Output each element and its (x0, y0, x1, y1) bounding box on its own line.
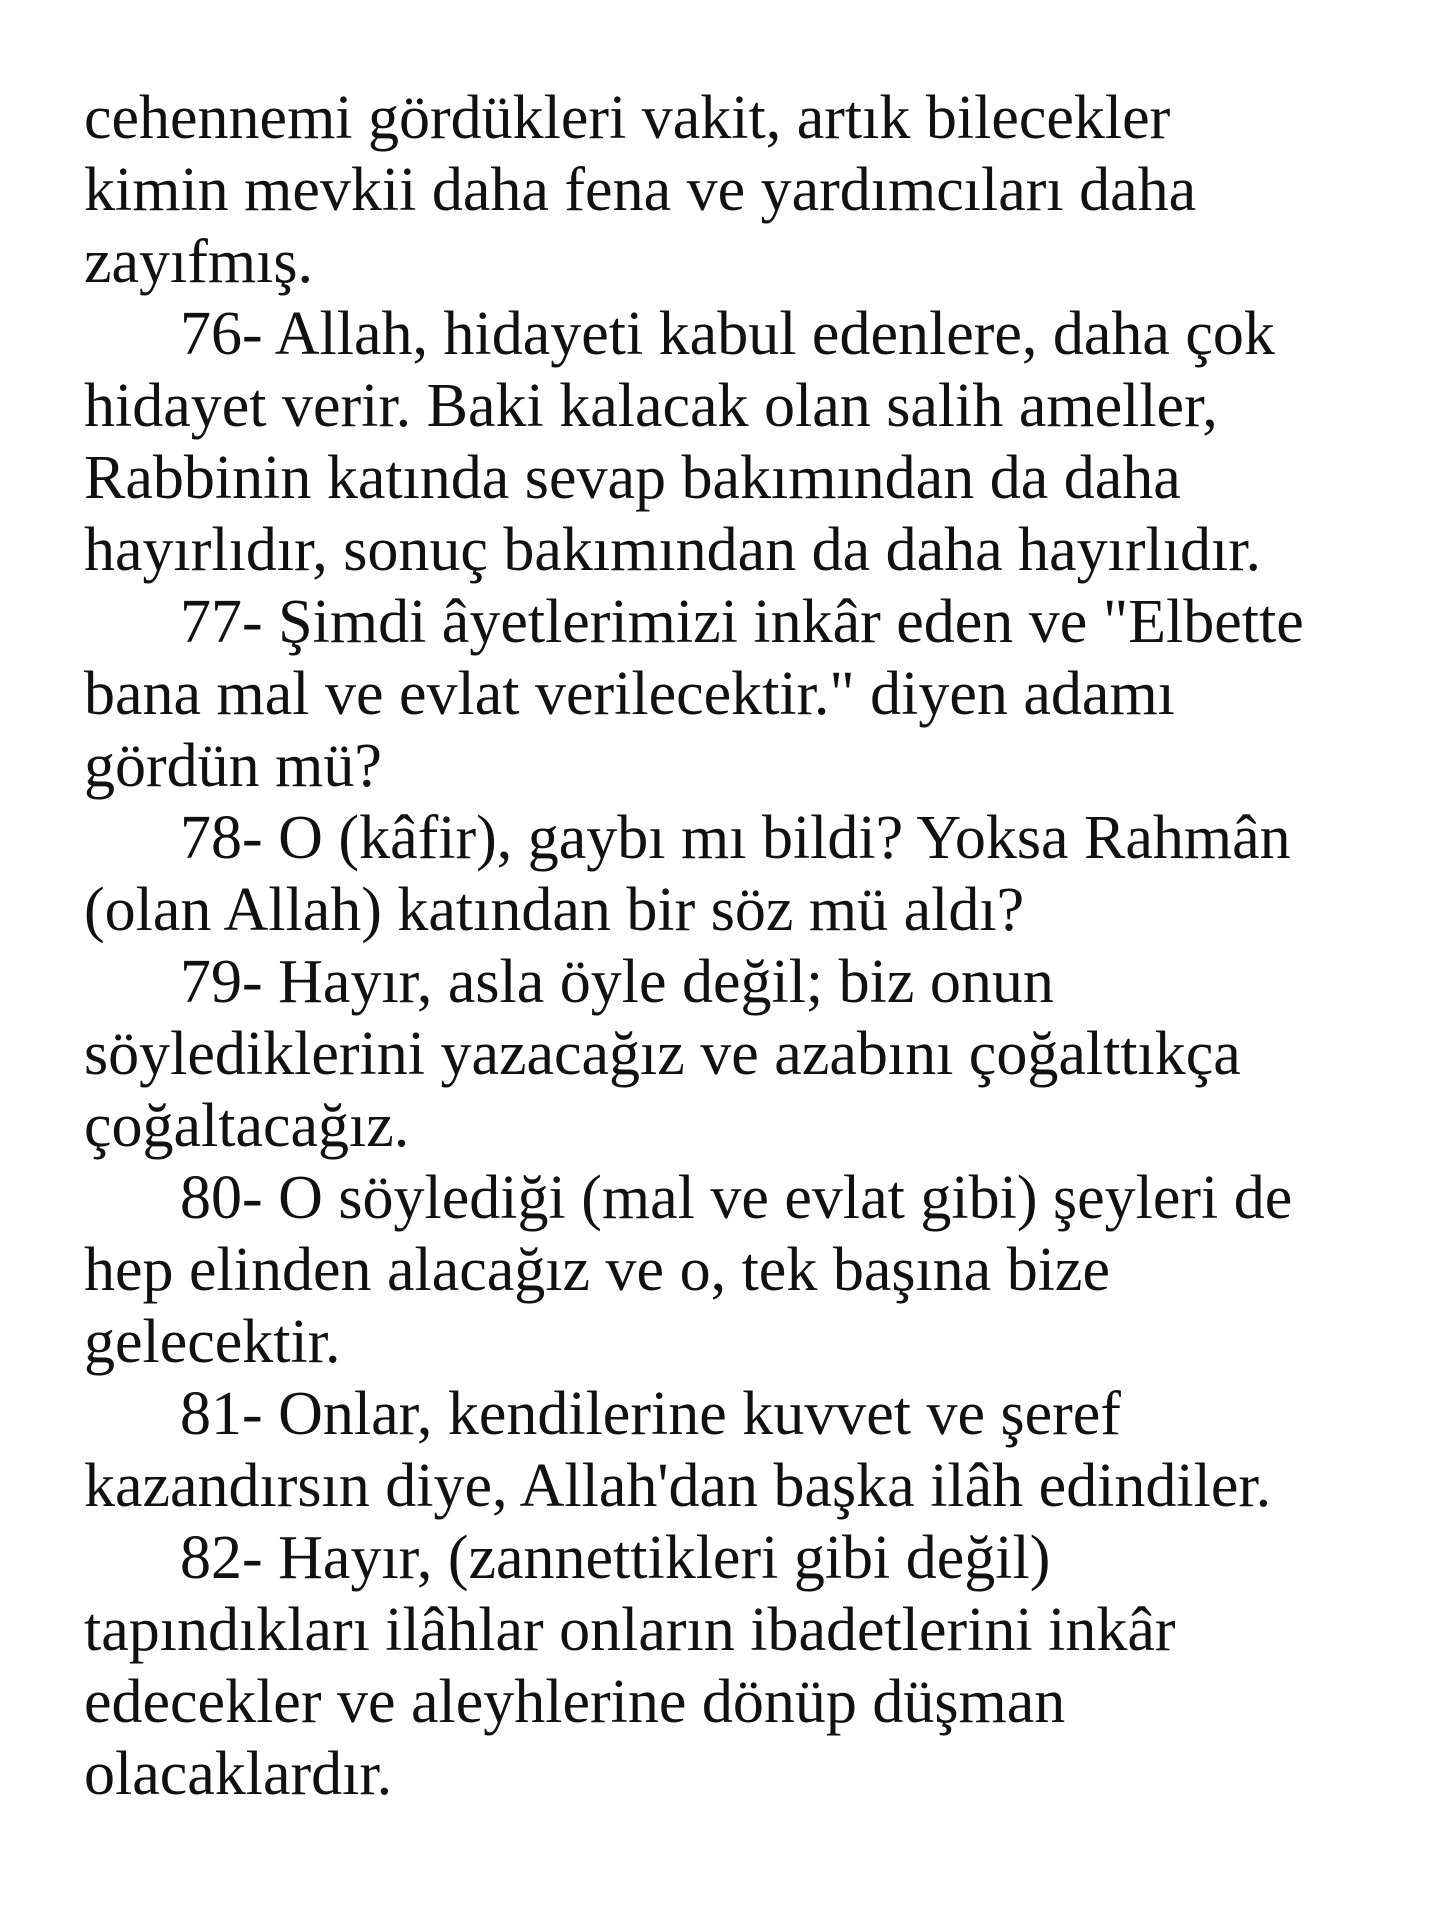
text-line: Rabbinin katında sevap bakımından da daha (84, 444, 1181, 512)
text-line: bana mal ve evlat verilecektir." diyen adamı (84, 660, 1175, 728)
text-line: gördün mü? (84, 732, 382, 800)
text-line: gelecektir. (84, 1308, 341, 1376)
verse-80-start: 80- O söylediği (mal ve evlat gibi) şeyleri de (180, 1164, 1293, 1232)
text-line: zayıfmış. (84, 228, 313, 296)
text-line: hayırlıdır, sonuç bakımından da daha hayırlıdır. (84, 516, 1261, 584)
verse-78-start: 78- O (kâfir), gaybı mı bildi? Yoksa Rahmân (180, 804, 1291, 872)
text-line: tapındıkları ilâhlar onların ibadetlerini inkâr (84, 1596, 1176, 1664)
text-line: (olan Allah) katından bir söz mü aldı? (84, 876, 1025, 944)
verse-77-start: 77- Şimdi âyetlerimizi inkâr eden ve "Elbette (180, 588, 1304, 656)
verse-79-start: 79- Hayır, asla öyle değil; biz onun (180, 948, 1054, 1016)
text-line: kimin mevkii daha fena ve yardımcıları daha (84, 156, 1197, 224)
verse-81-start: 81- Onlar, kendilerine kuvvet ve şeref (180, 1380, 1121, 1448)
text-line: kazandırsın diye, Allah'dan başka ilâh edindiler. (84, 1452, 1272, 1520)
text-line: edecekler ve aleyhlerine dönüp düşman (84, 1668, 1066, 1736)
text-line: söylediklerini yazacağız ve azabını çoğalttıkça (84, 1020, 1241, 1088)
body-text (84, 82, 1384, 1810)
text-line: çoğaltacağız. (84, 1092, 410, 1160)
verse-82-start: 82- Hayır, (zannettikleri gibi değil) (180, 1524, 1051, 1592)
verse-76-start: 76- Allah, hidayeti kabul edenlere, daha çok (180, 300, 1275, 368)
text-line: cehennemi gördükleri vakit, artık bilecekler (84, 84, 1171, 152)
text-line: olacaklardır. (84, 1740, 393, 1808)
text-line: hidayet verir. Baki kalacak olan salih ameller, (84, 372, 1218, 440)
text-line: hep elinden alacağız ve o, tek başına bize (84, 1236, 1110, 1304)
